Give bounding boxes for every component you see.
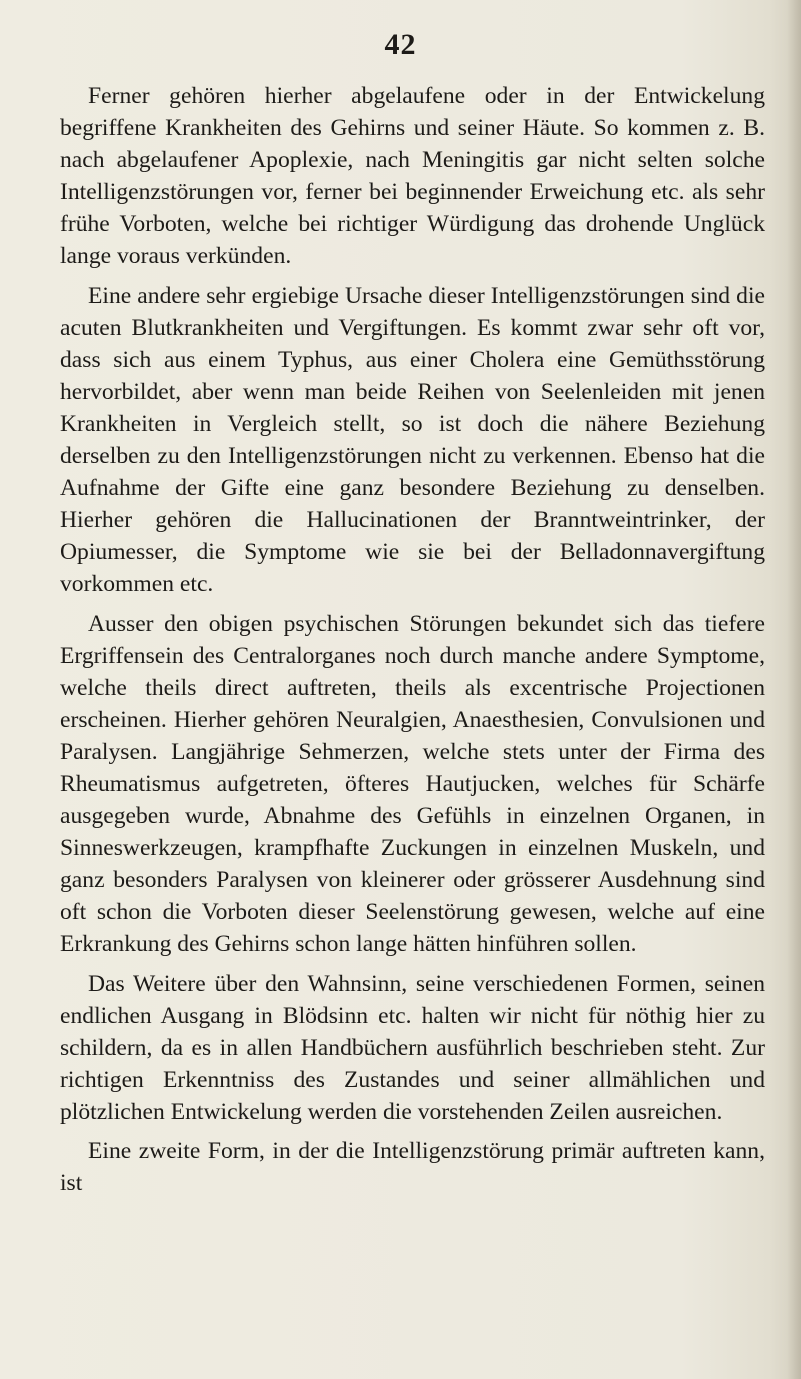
paragraph-5: Eine zweite Form, in der die Intelligenzstörung primär auftreten kann, ist xyxy=(60,1138,765,1197)
page-edge-shadow xyxy=(787,0,801,1379)
body-text xyxy=(60,80,765,1207)
paragraph-4: Das Weitere über den Wahnsinn, seine verschiedenen Formen, seinen endlichen Ausgang in Blödsinn etc. halten wir nicht für nöthig hier zu schildern, da es in allen Handbüchern ausführlich beschrieben steht. Zur richtigen Erkenntniss des Zustandes und seiner allmählichen und plötzlichen Entwickelung werden die vorstehenden Zeilen ausreichen. xyxy=(60,970,765,1125)
page-number: 42 xyxy=(384,28,417,61)
paragraph-3: Ausser den obigen psychischen Störungen bekundet sich das tiefere Ergriffensein des Centralorganes noch durch manche andere Symptome, welche theils direct auftreten, theils als excentrische Projectionen erscheinen. Hierher gehören Neuralgien, Anaesthesien, Convulsionen und Paralysen. Langjährige Sehmerzen, welche stets unter der Firma des Rheumatismus aufgetreten, öfteres Hautjucken, welches für Schärfe ausgegeben wurde, Abnahme des Gefühls in einzelnen Organen, in Sinneswerkzeugen, krampfhafte Zuckungen in einzelnen Muskeln, und ganz besonders Paralysen von kleinerer oder grösserer Ausdehnung sind oft schon die Vorboten dieser Seelenstörung gewesen, welche auf eine Erkrankung des Gehirns schon lange hätten hinführen sollen. xyxy=(60,610,765,958)
paragraph-2: Eine andere sehr ergiebige Ursache dieser Intelligenzstörungen sind die acuten Blutkrankheiten und Vergiftungen. Es kommt zwar sehr oft vor, dass sich aus einem Typhus, aus einer Cholera eine Gemüthsstörung hervorbildet, aber wenn man beide Reihen von Seelenleiden mit jenen Krankheiten in Vergleich stellt, so ist doch die nähere Beziehung derselben zu den Intelligenzstörungen nicht zu verkennen. Ebenso hat die Aufnahme der Gifte eine ganz besondere Beziehung zu denselben. Hierher gehören die Hallucinationen der Branntweintrinker, der Opiumesser, die Symptome wie sie bei der Belladonnavergiftung vorkommen etc. xyxy=(60,282,765,598)
paragraph-1: Ferner gehören hierher abgelaufene oder in der Entwickelung begriffene Krankheiten des Gehirns und seiner Häute. So kommen z. B. nach abgelaufener Apoplexie, nach Meningitis gar nicht selten solche Intelligenzstörungen vor, ferner bei beginnender Erweichung etc. als sehr frühe Vorboten, welche bei richtiger Würdigung das drohende Unglück lange voraus verkünden. xyxy=(60,83,765,270)
